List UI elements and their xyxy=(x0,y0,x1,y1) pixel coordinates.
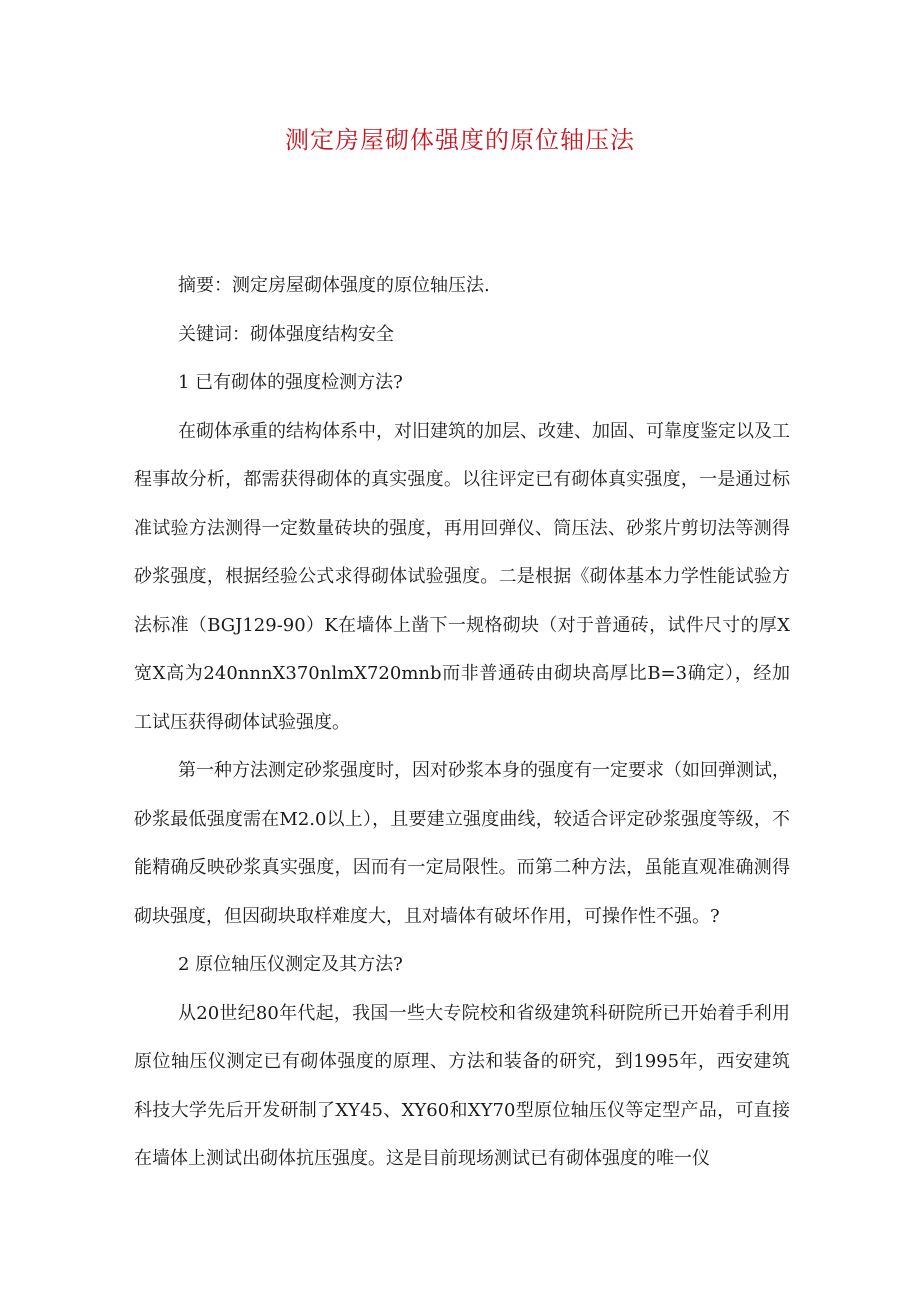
keywords-paragraph: 关键词：砌体强度结构安全 xyxy=(178,323,394,345)
body-paragraph-2: 第一种方法测定砂浆强度时，因对砂浆本身的强度有一定要求（如回弹测试，砂浆最低强度需在M2.0以上），且要建立强度曲线，较适合评定砂浆强度等级，不能精确反映砂浆真实强度，因而有一定局限性。而第二种方法，虽能直观准确测得砌块强度，但因砌块取样难度大，且对墙体有破坏作用，可操作性不强。? xyxy=(134,760,790,927)
body-paragraph-3: 从20世纪80年代起，我国一些大专院校和省级建筑科研院所已开始着手利用原位轴压仪测定已有砌体强度的原理、方法和装备的研究，到1995年，西安建筑科技大学先后开发研制了XY45、XY60和XY70型原位轴压仪等定型产品，可直接在墙体上测试出砌体抗压强度。这是目前现场测试已有砌体强度的唯一仪 xyxy=(134,1002,790,1169)
section-2-heading: 2 原位轴压仪测定及其方法? xyxy=(178,954,403,975)
document-title: 测定房屋砌体强度的原位轴压法 xyxy=(285,126,635,154)
abstract-paragraph: 摘要：测定房屋砌体强度的原位轴压法. xyxy=(178,275,490,296)
section-1-heading: 1 已有砌体的强度检测方法? xyxy=(178,372,403,393)
document-body xyxy=(134,262,790,1184)
body-paragraph-1: 在砌体承重的结构体系中，对旧建筑的加层、改建、加固、可靠度鉴定以及工程事故分析，都需获得砌体的真实强度。以往评定已有砌体真实强度，一是通过标准试验方法测得一定数量砖块的强度，再用回弹仪、筒压法、砂浆片剪切法等测得砂浆强度，根据经验公式求得砌体试验强度。二是根据《砌体基本力学性能试验方法标准（BGJ129-90）K在墙体上凿下一规格砌块（对于普通砖，试件尺寸的厚X宽X高为240nnnX370nlmX720mnb而非普通砖由砌块高厚比B=3确定），经加工试压获得砌体试验强度。 xyxy=(134,420,790,733)
